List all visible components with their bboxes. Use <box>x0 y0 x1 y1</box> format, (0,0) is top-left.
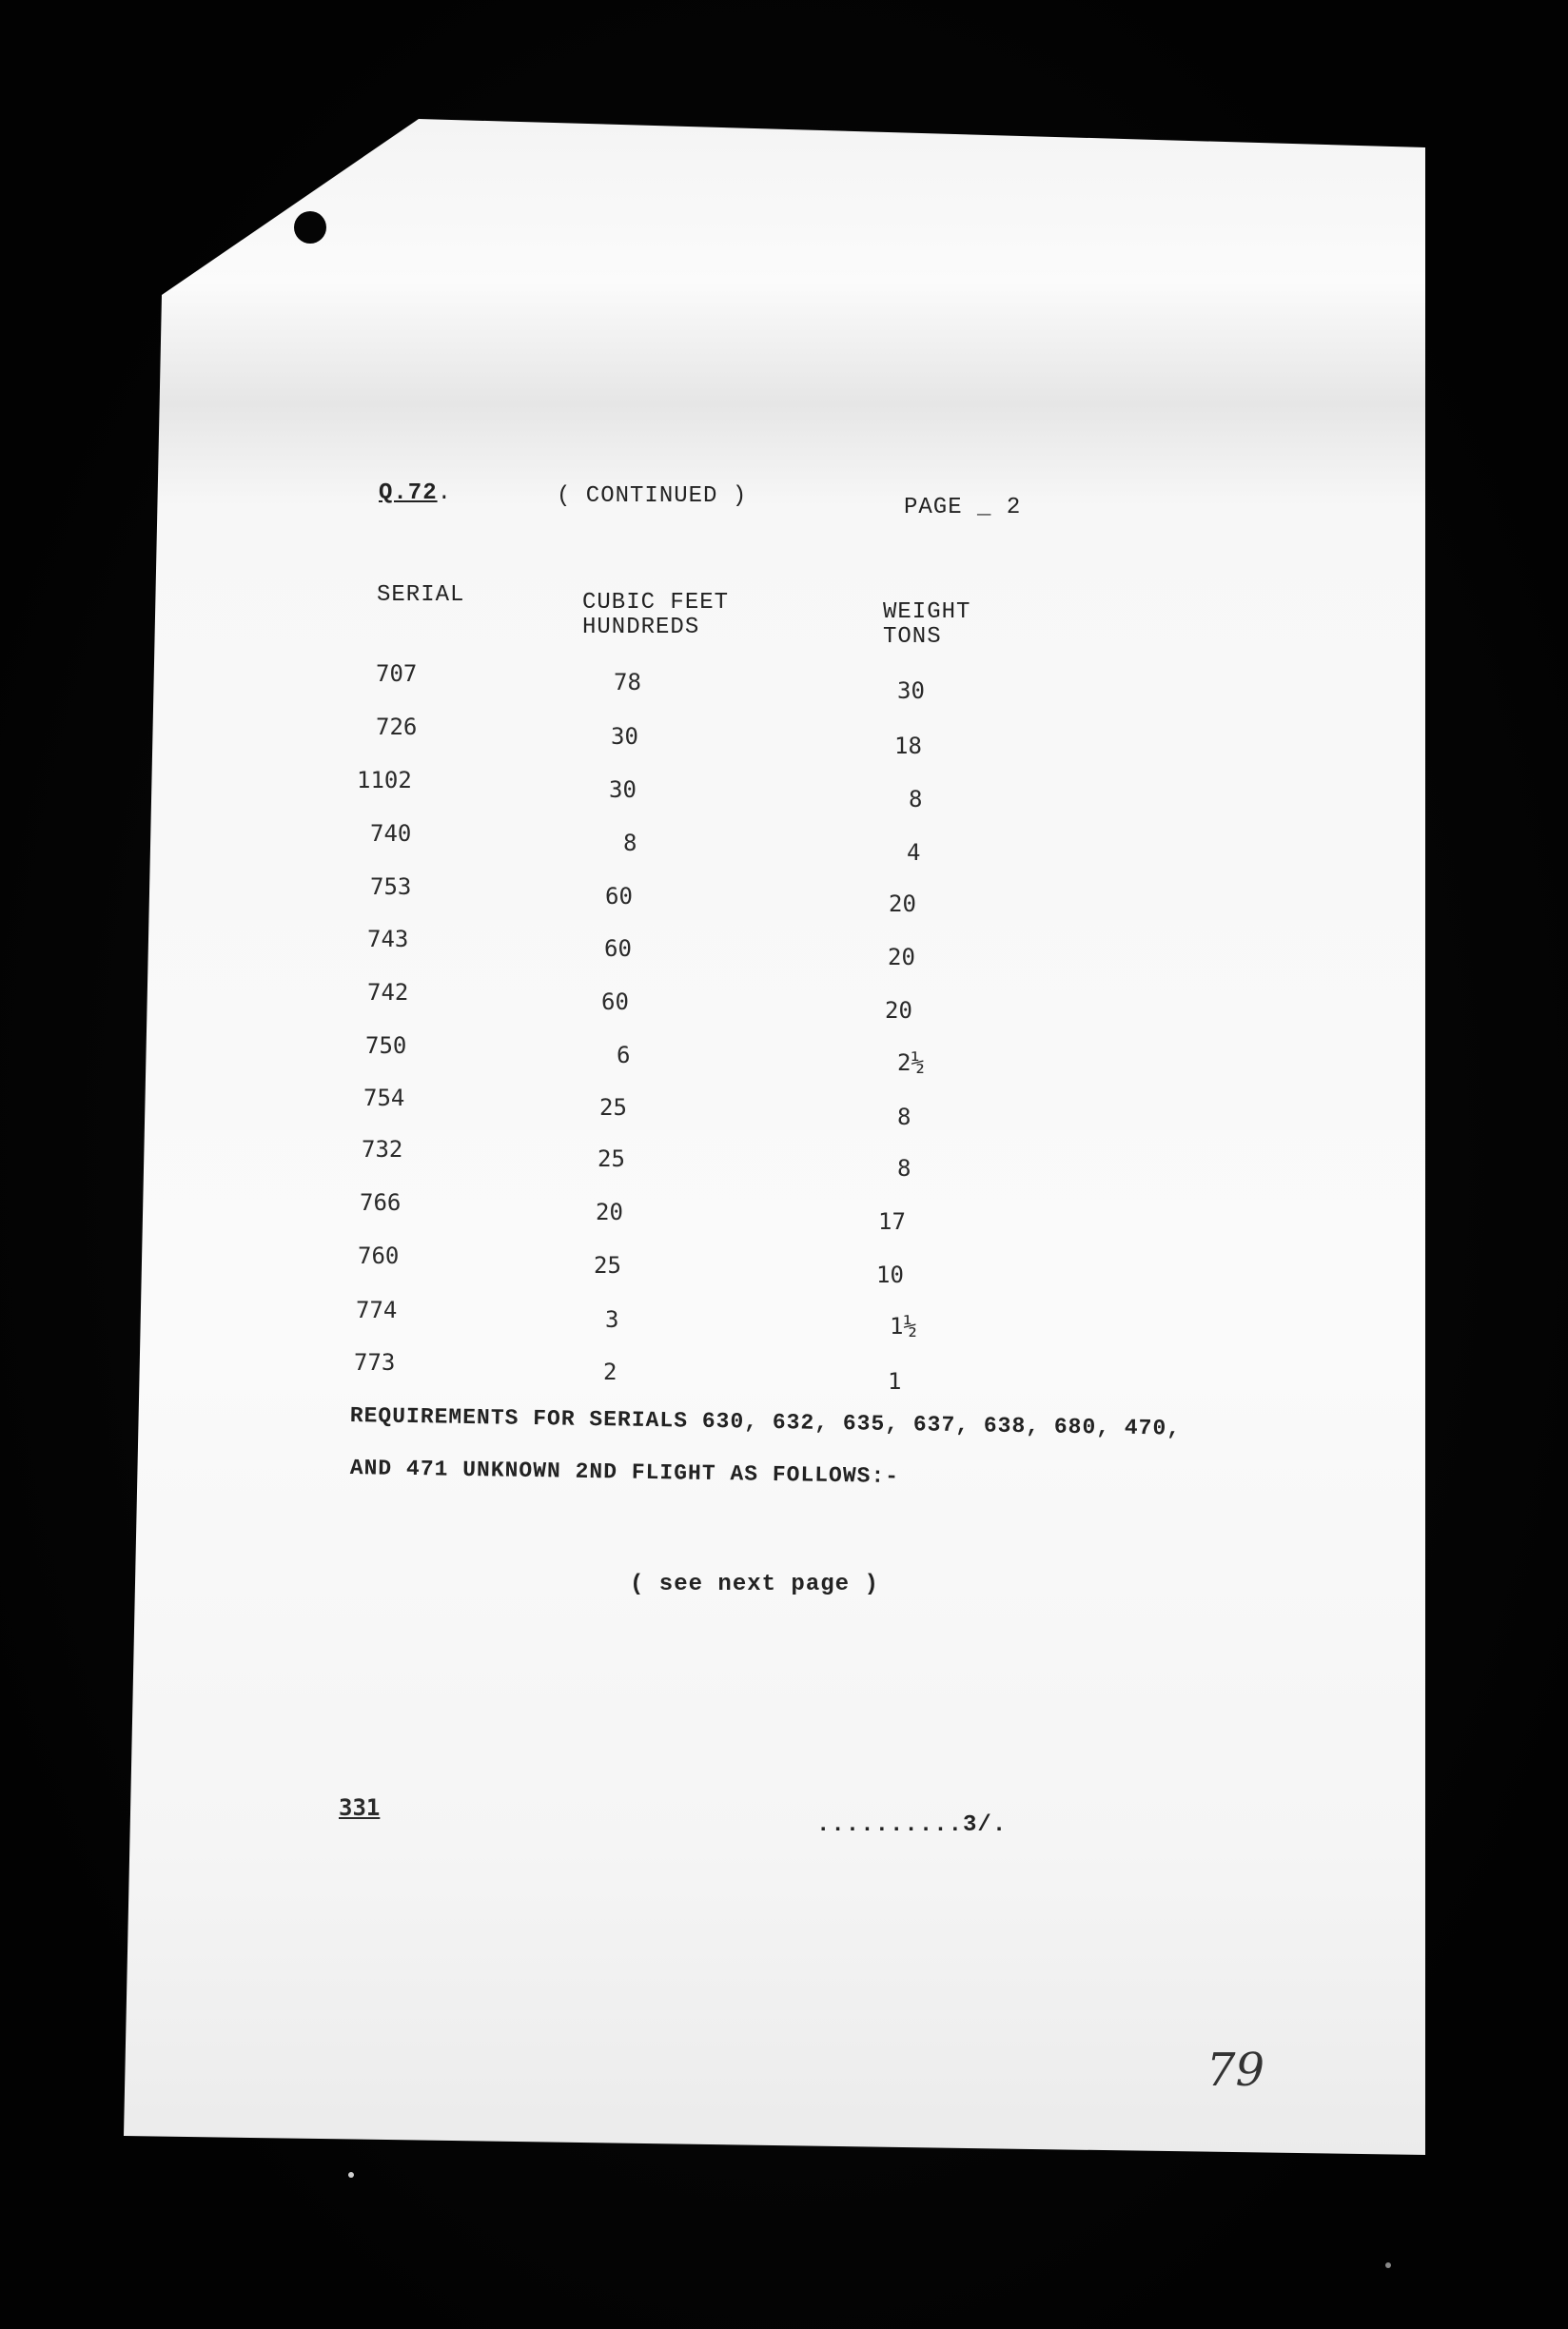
serial-cell: 732 <box>362 1136 403 1163</box>
serial-cell: 760 <box>358 1243 400 1269</box>
weight-cell: 20 <box>889 890 916 917</box>
serial-cell: 1102 <box>357 767 412 793</box>
header-weight-line2: TONS <box>883 624 942 650</box>
weight-cell: 20 <box>888 944 915 970</box>
serial-cell: 774 <box>356 1297 398 1323</box>
serial-cell: 726 <box>376 714 418 740</box>
see-next-page: ( see next page ) <box>630 1572 879 1597</box>
serial-cell: 742 <box>367 979 409 1006</box>
cubic-cell: 60 <box>604 935 632 962</box>
weight-cell: 20 <box>885 997 912 1024</box>
weight-cell: 2½ <box>897 1049 925 1076</box>
weight-cell: 10 <box>876 1262 904 1288</box>
page-label: PAGE _ 2 <box>904 495 1022 520</box>
serial-cell: 707 <box>376 660 418 687</box>
footer-reference: 331 <box>339 1794 381 1821</box>
serial-cell: 773 <box>354 1349 396 1376</box>
header-weight-line1: WEIGHT <box>883 599 971 625</box>
requirements-line-2: AND 471 UNKNOWN 2ND FLIGHT AS FOLLOWS:- <box>349 1456 900 1490</box>
reference-code: Q.72 <box>379 480 438 506</box>
cubic-cell: 6 <box>617 1042 631 1068</box>
serial-cell: 743 <box>367 926 409 952</box>
weight-cell: 8 <box>909 786 923 812</box>
serial-cell: 766 <box>360 1189 402 1216</box>
weight-cell: 1 <box>888 1368 902 1395</box>
weight-cell: 17 <box>878 1208 906 1235</box>
scan-speck <box>348 2172 354 2178</box>
document-reference <box>379 480 452 506</box>
cubic-cell: 25 <box>598 1145 625 1172</box>
weight-cell: 1½ <box>890 1313 917 1340</box>
document-page <box>124 119 1425 2155</box>
cubic-cell: 60 <box>601 988 629 1015</box>
serial-cell: 754 <box>363 1085 405 1111</box>
cubic-cell: 30 <box>611 723 638 750</box>
cubic-cell: 2 <box>603 1359 617 1385</box>
weight-cell: 8 <box>897 1104 911 1130</box>
header-cubic-line1: CUBIC FEET <box>582 590 730 616</box>
cubic-cell: 25 <box>594 1252 621 1279</box>
continuation-marker: ..........3/. <box>816 1812 1008 1838</box>
reference-suffix: . <box>437 480 453 506</box>
cubic-cell: 20 <box>596 1199 623 1225</box>
cubic-cell: 78 <box>614 669 641 695</box>
weight-cell: 18 <box>894 733 922 759</box>
cubic-cell: 8 <box>623 830 637 856</box>
header-serial: SERIAL <box>377 582 465 608</box>
header-cubic-line2: HUNDREDS <box>582 615 700 640</box>
punch-hole <box>294 211 326 244</box>
handwritten-page-number: 79 <box>1206 2044 1265 2097</box>
scan-speck <box>1385 2262 1391 2268</box>
cubic-cell: 25 <box>599 1094 627 1121</box>
cubic-cell: 60 <box>605 883 633 910</box>
weight-cell: 4 <box>907 839 921 866</box>
cubic-cell: 3 <box>605 1306 619 1333</box>
serial-cell: 740 <box>370 820 412 847</box>
cubic-cell: 30 <box>609 776 637 803</box>
serial-cell: 753 <box>370 873 412 900</box>
weight-cell: 30 <box>897 677 925 704</box>
weight-cell: 8 <box>897 1155 911 1182</box>
serial-cell: 750 <box>365 1032 407 1059</box>
continued-label: ( CONTINUED ) <box>557 483 748 509</box>
requirements-line-1: REQUIREMENTS FOR SERIALS 630, 632, 635, 637, 638, 680, 470, <box>349 1403 1182 1441</box>
